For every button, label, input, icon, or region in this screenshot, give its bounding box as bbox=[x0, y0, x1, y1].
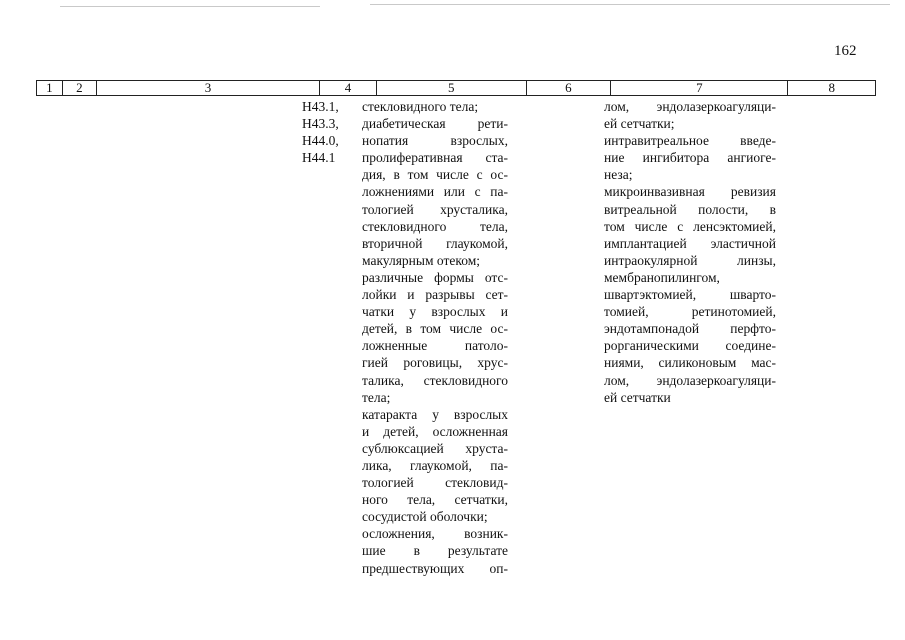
diagnosis-line: тела; bbox=[362, 389, 391, 405]
scan-artifact-line bbox=[370, 4, 890, 5]
diagnosis-line: ложненные патоло- bbox=[362, 338, 508, 354]
diagnosis-line: сосудистой оболочки; bbox=[362, 509, 488, 525]
diagnosis-line: стекловидного тела; bbox=[362, 99, 479, 114]
treatment-line: витреальной полости, в bbox=[604, 201, 776, 217]
icd-code: H44.1 bbox=[302, 150, 336, 166]
icd-code: H43.1, bbox=[302, 99, 339, 114]
diagnosis-line: катаракта у взрослых bbox=[362, 406, 508, 422]
treatment-line: томией, ретинотомией, bbox=[604, 304, 776, 320]
treatment-line: интравитреальное введе- bbox=[604, 133, 776, 149]
diagnosis-line: лика, глаукомой, па- bbox=[362, 457, 508, 473]
diagnosis-line: осложнения, возник- bbox=[362, 526, 508, 542]
treatment-method-column bbox=[604, 98, 776, 406]
treatment-line: неза; bbox=[604, 167, 633, 183]
diagnosis-line: тологией стекловид- bbox=[362, 475, 508, 491]
icd-code: H43.3, bbox=[302, 116, 339, 132]
treatment-line: ние ингибитора ангиоге- bbox=[604, 150, 776, 166]
diagnosis-line: вторичной глаукомой, bbox=[362, 235, 508, 251]
treatment-line: лом, эндолазеркоагуляци- bbox=[604, 99, 776, 114]
diagnosis-line: лойки и разрывы сет- bbox=[362, 287, 508, 303]
treatment-line: ниями, силиконовым мас- bbox=[604, 355, 776, 371]
diagnosis-line: стекловидного тела, bbox=[362, 218, 508, 234]
treatment-line: интраокулярной линзы, bbox=[604, 252, 776, 268]
diagnosis-line: различные формы отс- bbox=[362, 269, 508, 285]
diagnosis-line: ного тела, сетчатки, bbox=[362, 492, 508, 508]
diagnosis-line: диабетическая рети- bbox=[362, 116, 508, 132]
diagnosis-line: талика, стекловидного bbox=[362, 372, 508, 388]
diagnosis-column bbox=[362, 98, 508, 577]
table-header-row bbox=[36, 80, 876, 96]
diagnosis-line: гией роговицы, хрус- bbox=[362, 355, 508, 371]
column-header-1: 1 bbox=[37, 81, 63, 95]
treatment-line: швартэктомией, шварто- bbox=[604, 287, 776, 303]
column-header-3: 3 bbox=[97, 81, 320, 95]
treatment-line: микроинвазивная ревизия bbox=[604, 184, 776, 200]
column-header-7: 7 bbox=[611, 81, 788, 95]
diagnosis-line: макулярным отеком; bbox=[362, 252, 480, 268]
treatment-line: лом, эндолазеркоагуляци- bbox=[604, 372, 776, 388]
diagnosis-line: предшествующих оп- bbox=[362, 560, 508, 576]
diagnosis-line: нопатия взрослых, bbox=[362, 133, 508, 149]
diagnosis-line: детей, в том числе ос- bbox=[362, 321, 508, 337]
column-header-5: 5 bbox=[377, 81, 527, 95]
column-header-4: 4 bbox=[320, 81, 377, 95]
treatment-line: ей сетчатки; bbox=[604, 116, 675, 132]
diagnosis-line: тологией хрусталика, bbox=[362, 201, 508, 217]
diagnosis-line: сублюксацией хруста- bbox=[362, 440, 508, 456]
diagnosis-line: чатки у взрослых и bbox=[362, 304, 508, 320]
treatment-line: ей сетчатки bbox=[604, 389, 671, 405]
icd-code: H44.0, bbox=[302, 133, 339, 149]
page-number: 162 bbox=[834, 43, 857, 59]
diagnosis-line: пролиферативная ста- bbox=[362, 150, 508, 166]
treatment-line: рорганическими соедине- bbox=[604, 338, 776, 354]
treatment-line: мембранопилингом, bbox=[604, 269, 720, 285]
column-header-6: 6 bbox=[527, 81, 612, 95]
column-header-2: 2 bbox=[63, 81, 97, 95]
treatment-line: имплантацией эластичной bbox=[604, 235, 776, 251]
diagnosis-line: дия, в том числе с ос- bbox=[362, 167, 508, 183]
treatment-line: эндотампонадой перфто- bbox=[604, 321, 776, 337]
column-header-8: 8 bbox=[828, 80, 835, 95]
treatment-line: том числе с ленсэктомией, bbox=[604, 218, 776, 234]
icd-codes-column bbox=[302, 98, 354, 166]
scan-artifact-line bbox=[60, 6, 320, 7]
diagnosis-line: шие в результате bbox=[362, 543, 508, 559]
diagnosis-line: и детей, осложненная bbox=[362, 423, 508, 439]
diagnosis-line: ложнениями или с па- bbox=[362, 184, 508, 200]
